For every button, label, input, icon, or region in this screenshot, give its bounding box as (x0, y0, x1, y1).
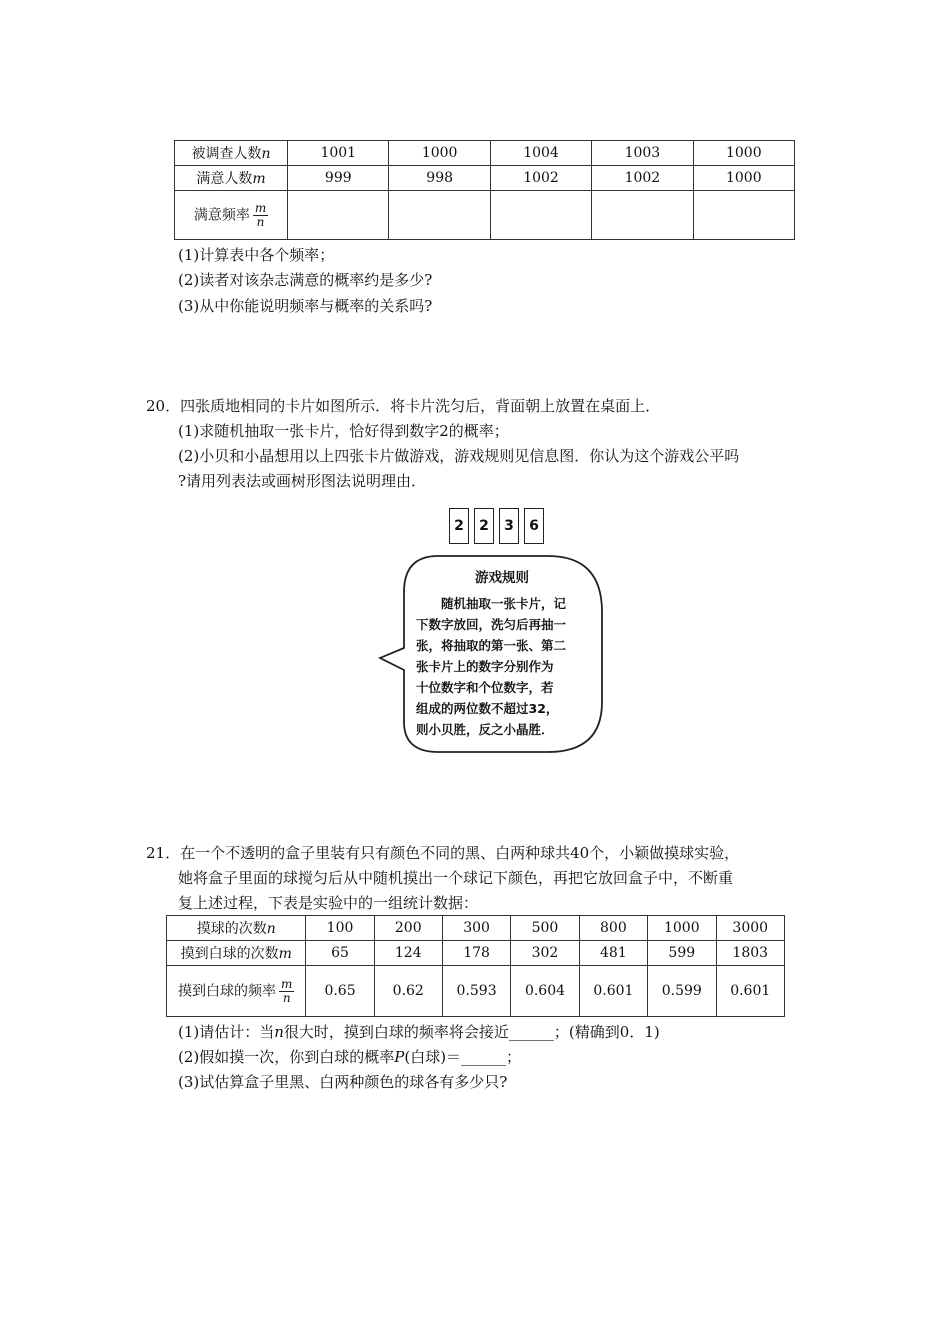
table-cell: 302 (511, 941, 579, 966)
table-row (167, 941, 785, 966)
table-row (175, 191, 795, 240)
q20-sub2-line2: ?请用列表法或画树形图法说明理由． (178, 472, 427, 490)
q21-stem-line2: 她将盒子里面的球搅匀后从中随机摸出一个球记下颜色，再把它放回盒子中，不断重 (178, 869, 734, 887)
table-cell: 1803 (716, 941, 785, 966)
table-cell-empty (490, 191, 591, 240)
number-card: 3 (499, 508, 519, 544)
row-header (167, 916, 306, 941)
table-cell: 0.65 (306, 966, 374, 1017)
row-var: m (252, 171, 266, 187)
q21-stem-line1: 21．在一个不透明的盒子里装有只有颜色不同的黑、白两种球共40个，小颖做摸球实验， (146, 844, 740, 862)
table-cell: 1000 (648, 916, 716, 941)
satisfaction-table (174, 140, 795, 240)
number-card: 2 (474, 508, 494, 544)
table-cell: 0.601 (579, 966, 647, 1017)
table-cell: 998 (389, 166, 490, 191)
rules-line: 随机抽取一张卡片，记 (441, 596, 567, 611)
table-cell: 1000 (693, 141, 794, 166)
table-cell: 0.599 (648, 966, 716, 1017)
table-cell: 500 (511, 916, 579, 941)
q21-sub2 (178, 1047, 521, 1067)
row-label: 被调查人数 (191, 146, 262, 162)
table-cell: 800 (579, 916, 647, 941)
table-cell: 999 (288, 166, 389, 191)
table-cell: 178 (442, 941, 510, 966)
q21-stem-line3: 复上述过程，下表是实验中的一组统计数据： (178, 894, 479, 912)
table-cell: 1000 (693, 166, 794, 191)
fraction-numerator: m (254, 200, 267, 215)
table-cell: 1003 (592, 141, 693, 166)
row-var: m (278, 946, 292, 962)
table-cell: 0.601 (716, 966, 785, 1017)
q21-sub1-var: n (274, 1023, 284, 1041)
row-header (175, 191, 288, 240)
q19-sub2: (2)读者对该杂志满意的概率约是多少? (178, 271, 433, 289)
table-cell: 124 (374, 941, 442, 966)
rules-line: 下数字放回，洗匀后再抽一 (416, 617, 567, 632)
table-row (167, 916, 785, 941)
row-header (175, 166, 288, 191)
q21-sub2-pre: (2)假如摸一次，你到白球的概率 (178, 1048, 395, 1066)
q21-sub2-post: (白球)＝______； (404, 1048, 522, 1066)
row-label: 摸到白球的次数 (180, 946, 279, 962)
row-label: 满意人数 (196, 171, 253, 187)
rules-line: 张，将抽取的第一张、第二 (416, 638, 567, 653)
number-card: 6 (524, 508, 544, 544)
table-cell: 100 (306, 916, 374, 941)
table-cell: 300 (442, 916, 510, 941)
q21-sub2-var: P (394, 1048, 405, 1066)
table-cell: 1001 (288, 141, 389, 166)
table-cell-empty (693, 191, 794, 240)
rules-line: 组成的两位数不超过32， (416, 701, 559, 716)
fraction-denominator: n (282, 990, 291, 1005)
table-row (167, 966, 785, 1017)
table-cell: 0.604 (511, 966, 579, 1017)
q21-sub1 (178, 1022, 660, 1042)
table-cell-empty (592, 191, 693, 240)
fraction-denominator: n (256, 214, 265, 229)
fraction (253, 202, 268, 229)
q20-sub1: (1)求随机抽取一张卡片，恰好得到数字2的概率； (178, 422, 509, 440)
row-label: 摸到白球的频率 (178, 983, 277, 999)
q19-sub3: (3)从中你能说明频率与概率的关系吗? (178, 297, 433, 315)
table-cell-empty (288, 191, 389, 240)
table-cell: 200 (374, 916, 442, 941)
fraction-numerator: m (281, 976, 293, 991)
table-cell: 1002 (490, 166, 591, 191)
q20-sub2-line1: (2)小贝和小晶想用以上四张卡片做游戏，游戏规则见信息图．你认为这个游戏公平吗 (178, 447, 740, 465)
q21-sub3: (3)试估算盒子里黑、白两种颜色的球各有多少只? (178, 1073, 508, 1091)
table-cell-empty (389, 191, 490, 240)
table-cell: 3000 (716, 916, 785, 941)
q21-sub1-pre: (1)请估计：当 (178, 1023, 275, 1041)
table-cell: 599 (648, 941, 716, 966)
table-cell: 1002 (592, 166, 693, 191)
table-cell: 1000 (389, 141, 490, 166)
rules-line: 十位数字和个位数字，若 (416, 680, 554, 695)
number-card: 2 (449, 508, 469, 544)
row-label: 满意频率 (193, 207, 250, 223)
table-cell: 65 (306, 941, 374, 966)
rules-title: 游戏规则 (475, 570, 529, 586)
table-row (175, 166, 795, 191)
ball-experiment-table (166, 915, 785, 1017)
fraction (279, 978, 294, 1005)
table-cell: 481 (579, 941, 647, 966)
q20-stem: 20．四张质地相同的卡片如图所示．将卡片洗匀后，背面朝上放置在桌面上． (146, 397, 661, 415)
table-cell: 1004 (490, 141, 591, 166)
table-cell: 0.593 (442, 966, 510, 1017)
rules-line: 则小贝胜，反之小晶胜． (416, 722, 554, 737)
table-row (175, 141, 795, 166)
q21-sub1-post: 很大时，摸到白球的频率将会接近______；(精确到0．1) (283, 1023, 660, 1041)
row-header (167, 941, 306, 966)
table-cell: 0.62 (374, 966, 442, 1017)
row-header (175, 141, 288, 166)
row-header (167, 966, 306, 1017)
q19-sub1: (1)计算表中各个频率； (178, 246, 335, 264)
row-var: n (266, 921, 276, 937)
row-label: 摸球的次数 (196, 921, 267, 937)
rules-line: 张卡片上的数字分别作为 (416, 659, 554, 674)
row-var: n (261, 146, 271, 162)
